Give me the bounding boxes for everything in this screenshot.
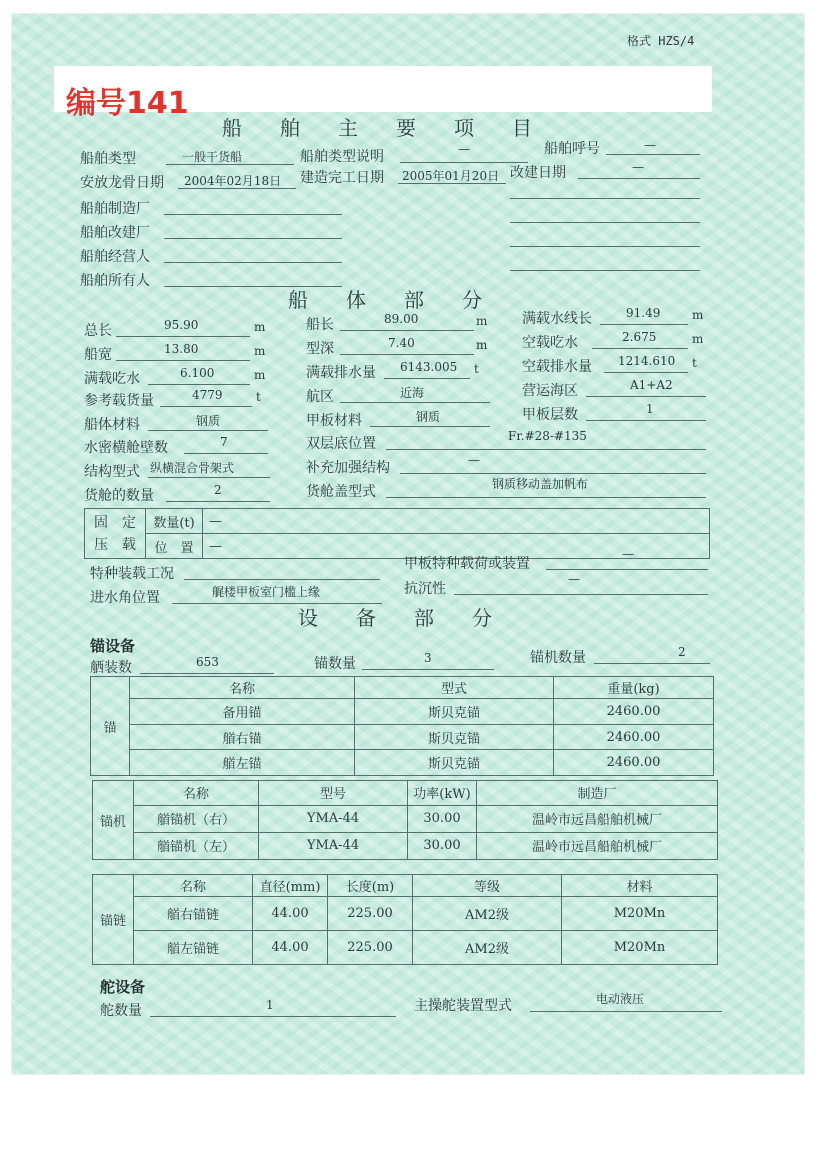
- flooding-angle-label: 进水角位置: [90, 590, 160, 606]
- windlass-header-name: 名称: [134, 781, 259, 806]
- light-draft-unit: m: [692, 332, 704, 346]
- chain-material: M20Mn: [562, 897, 718, 931]
- windlass-maker: 温岭市远昌船舶机械厂: [477, 832, 718, 859]
- lbp-unit: m: [476, 314, 488, 328]
- anchor-name: 艏右锚: [130, 724, 355, 750]
- bulkhead-value: 7: [220, 435, 228, 449]
- area-label: 航区: [306, 389, 334, 405]
- anchor-type: 斯贝克锚: [355, 750, 554, 776]
- anchor-weight: 2460.00: [554, 750, 714, 776]
- anchor-type: 斯贝克锚: [355, 699, 554, 725]
- keel-date-value: 2004年02月18日: [184, 174, 282, 188]
- chain-grade: AM2级: [413, 931, 562, 965]
- light-disp-unit: t: [692, 356, 697, 370]
- deck-special-value: —: [622, 547, 634, 561]
- table-row: [93, 832, 718, 859]
- hatch-value: 钢质移动盖加帆布: [492, 477, 589, 491]
- call-sign-value: —: [644, 138, 656, 152]
- full-disp-value: 6143.005: [400, 360, 458, 374]
- light-draft-label: 空载吃水: [522, 335, 578, 351]
- fixed-ballast-table: [84, 508, 710, 559]
- lwl-label: 满载水线长: [522, 311, 592, 327]
- owner-label: 船舶所有人: [80, 273, 150, 289]
- outfit-number-value: 653: [196, 655, 219, 669]
- windlass-name: 艏锚机（左）: [134, 832, 259, 859]
- chain-row-label: 锚链: [93, 875, 134, 965]
- bulkhead-label: 水密横舱壁数: [84, 440, 168, 456]
- chain-header-diameter: 直径(mm): [253, 875, 328, 897]
- table-row: [91, 750, 714, 776]
- chain-header-name: 名称: [134, 875, 253, 897]
- equipment-title: 设备部分: [298, 606, 530, 630]
- build-date-value: 2005年01月20日: [402, 169, 500, 183]
- hatch-label: 货舱盖型式: [306, 484, 376, 500]
- depth-label: 型深: [306, 341, 334, 357]
- ship-type-value: 一般干货船: [182, 150, 243, 164]
- windlass-header-maker: 制造厂: [477, 781, 718, 806]
- service-label: 营运海区: [522, 383, 578, 399]
- rebuilder-label: 船舶改建厂: [80, 225, 150, 241]
- service-value: A1+A2: [630, 378, 673, 392]
- area-value: 近海: [400, 386, 425, 400]
- reinforce-value: —: [468, 453, 480, 467]
- builder-label: 船舶制造厂: [80, 201, 150, 217]
- full-draft-value: 6.100: [180, 366, 215, 380]
- anchor-header-name: 名称: [130, 677, 355, 699]
- outfit-number-label: 舾装数: [90, 660, 132, 676]
- rudder-count-value: 1: [266, 998, 274, 1012]
- chain-length: 225.00: [328, 897, 413, 931]
- rebuild-date-label: 改建日期: [510, 165, 566, 181]
- light-disp-label: 空载排水量: [522, 359, 592, 375]
- chain-grade: AM2级: [413, 897, 562, 931]
- ship-type-desc-label: 船舶类型说明: [300, 149, 384, 165]
- steering-gear-value: 电动液压: [596, 992, 645, 1006]
- windlass-count-label: 锚机数量: [530, 650, 586, 666]
- windlass-name: 艏锚机（右）: [134, 805, 259, 832]
- special-load-label: 特种装载工况: [90, 566, 174, 582]
- fixed-ballast-label: [85, 509, 146, 559]
- build-date-label: 建造完工日期: [300, 170, 384, 186]
- anchor-count-value: 3: [424, 651, 432, 665]
- holds-value: 2: [214, 483, 222, 497]
- beam-label: 船宽: [84, 347, 112, 363]
- table-row: [93, 931, 718, 965]
- table-row: [93, 805, 718, 832]
- loa-label: 总长: [84, 323, 112, 339]
- light-disp-value: 1214.610: [618, 354, 676, 368]
- unsinkability-value: —: [568, 572, 580, 586]
- anchor-weight: 2460.00: [554, 699, 714, 725]
- lbp-value: 89.00: [384, 312, 419, 326]
- full-disp-unit: t: [474, 362, 479, 376]
- operator-label: 船舶经营人: [80, 249, 150, 265]
- windlass-row-label: 锚机: [93, 781, 134, 860]
- chain-header-material: 材料: [562, 875, 718, 897]
- table-row: [93, 897, 718, 931]
- chain-material: M20Mn: [562, 931, 718, 965]
- table-row: [91, 699, 714, 725]
- deck-mat-label: 甲板材料: [306, 413, 362, 429]
- chain-length: 225.00: [328, 931, 413, 965]
- beam-unit: m: [254, 344, 266, 358]
- chain-diameter: 44.00: [253, 897, 328, 931]
- deck-special-label: 甲板特种载荷或装置: [404, 556, 530, 572]
- loa-value: 95.90: [164, 318, 199, 332]
- ship-type-label: 船舶类型: [80, 151, 136, 167]
- windlass-header-model: 型号: [259, 781, 408, 806]
- chain-diameter: 44.00: [253, 931, 328, 965]
- double-bottom-value: Fr.#28-#135: [508, 429, 587, 443]
- form-code: 格式 HZS/4: [627, 34, 695, 48]
- ballast-pos-label: 位 置: [146, 534, 203, 559]
- holds-label: 货舱的数量: [84, 488, 154, 504]
- steering-gear-label: 主操舵装置型式: [414, 998, 512, 1014]
- hull-mat-label: 船体材料: [84, 417, 140, 433]
- chain-header-length: 长度(m): [328, 875, 413, 897]
- anchor-type: 斯贝克锚: [355, 724, 554, 750]
- flooding-angle-value: 艉楼甲板室门槛上缘: [212, 585, 321, 599]
- anchor-name: 备用锚: [130, 699, 355, 725]
- keel-date-label: 安放龙骨日期: [80, 175, 164, 191]
- anchor-count-label: 锚数量: [314, 656, 356, 672]
- chain-name: 艏右锚链: [134, 897, 253, 931]
- cargo-unit: t: [256, 390, 261, 404]
- deck-mat-value: 钢质: [416, 410, 441, 424]
- chain-table: [92, 874, 718, 965]
- depth-unit: m: [476, 338, 488, 352]
- anchor-header-weight: 重量(kg): [554, 677, 714, 699]
- lwl-unit: m: [692, 308, 704, 322]
- chain-name: 艏左锚链: [134, 931, 253, 965]
- deck-count-value: 1: [646, 402, 654, 416]
- loa-unit: m: [254, 320, 266, 334]
- table-row: [91, 724, 714, 750]
- hull-title: 船体部分: [288, 288, 520, 312]
- rebuild-date-value: —: [632, 160, 644, 174]
- fixed-ballast-label-line2: 压 载: [94, 536, 136, 553]
- reinforce-label: 补充加强结构: [306, 460, 390, 476]
- ballast-qty-label: 数量(t): [146, 509, 203, 534]
- call-sign-label: 船舶呼号: [544, 141, 600, 157]
- windlass-maker: 温岭市远昌船舶机械厂: [477, 805, 718, 832]
- cargo-label: 参考载货量: [84, 393, 154, 409]
- full-disp-label: 满载排水量: [306, 365, 376, 381]
- anchor-row-label: 锚: [91, 677, 130, 776]
- double-bottom-label: 双层底位置: [306, 436, 376, 452]
- anchor-section-title: 锚设备: [90, 637, 136, 655]
- structure-value: 纵横混合骨架式: [150, 461, 235, 475]
- anchor-weight: 2460.00: [554, 724, 714, 750]
- full-draft-label: 满载吃水: [84, 371, 140, 387]
- lwl-value: 91.49: [626, 306, 661, 320]
- cargo-value: 4779: [192, 388, 223, 402]
- structure-label: 结构型式: [84, 464, 140, 480]
- hull-mat-value: 钢质: [196, 414, 221, 428]
- windlass-count-value: 2: [678, 645, 686, 659]
- serial-number: 编号141: [66, 86, 189, 121]
- deck-count-label: 甲板层数: [522, 407, 578, 423]
- light-draft-value: 2.675: [622, 330, 657, 344]
- windlass-power: 30.00: [408, 832, 477, 859]
- full-draft-unit: m: [254, 368, 266, 382]
- windlass-power: 30.00: [408, 805, 477, 832]
- windlass-model: YMA-44: [259, 805, 408, 832]
- windlass-header-power: 功率(kW): [408, 781, 477, 806]
- windlass-model: YMA-44: [259, 832, 408, 859]
- main-title: 船舶主要项目: [222, 116, 570, 140]
- ballast-pos-value: —: [203, 534, 710, 559]
- chain-header-grade: 等级: [413, 875, 562, 897]
- rudder-count-label: 舵数量: [100, 1003, 142, 1019]
- lbp-label: 船长: [306, 317, 334, 333]
- unsinkability-label: 抗沉性: [404, 581, 446, 597]
- anchor-header-type: 型式: [355, 677, 554, 699]
- ballast-qty-value: —: [203, 509, 710, 534]
- windlass-table: [92, 780, 718, 860]
- fixed-ballast-label-line1: 固 定: [94, 514, 136, 531]
- depth-value: 7.40: [388, 336, 415, 350]
- anchor-name: 艏左锚: [130, 750, 355, 776]
- rudder-section-title: 舵设备: [100, 978, 146, 996]
- anchor-table: [90, 676, 714, 776]
- beam-value: 13.80: [164, 342, 199, 356]
- ship-type-desc-value: —: [458, 142, 470, 156]
